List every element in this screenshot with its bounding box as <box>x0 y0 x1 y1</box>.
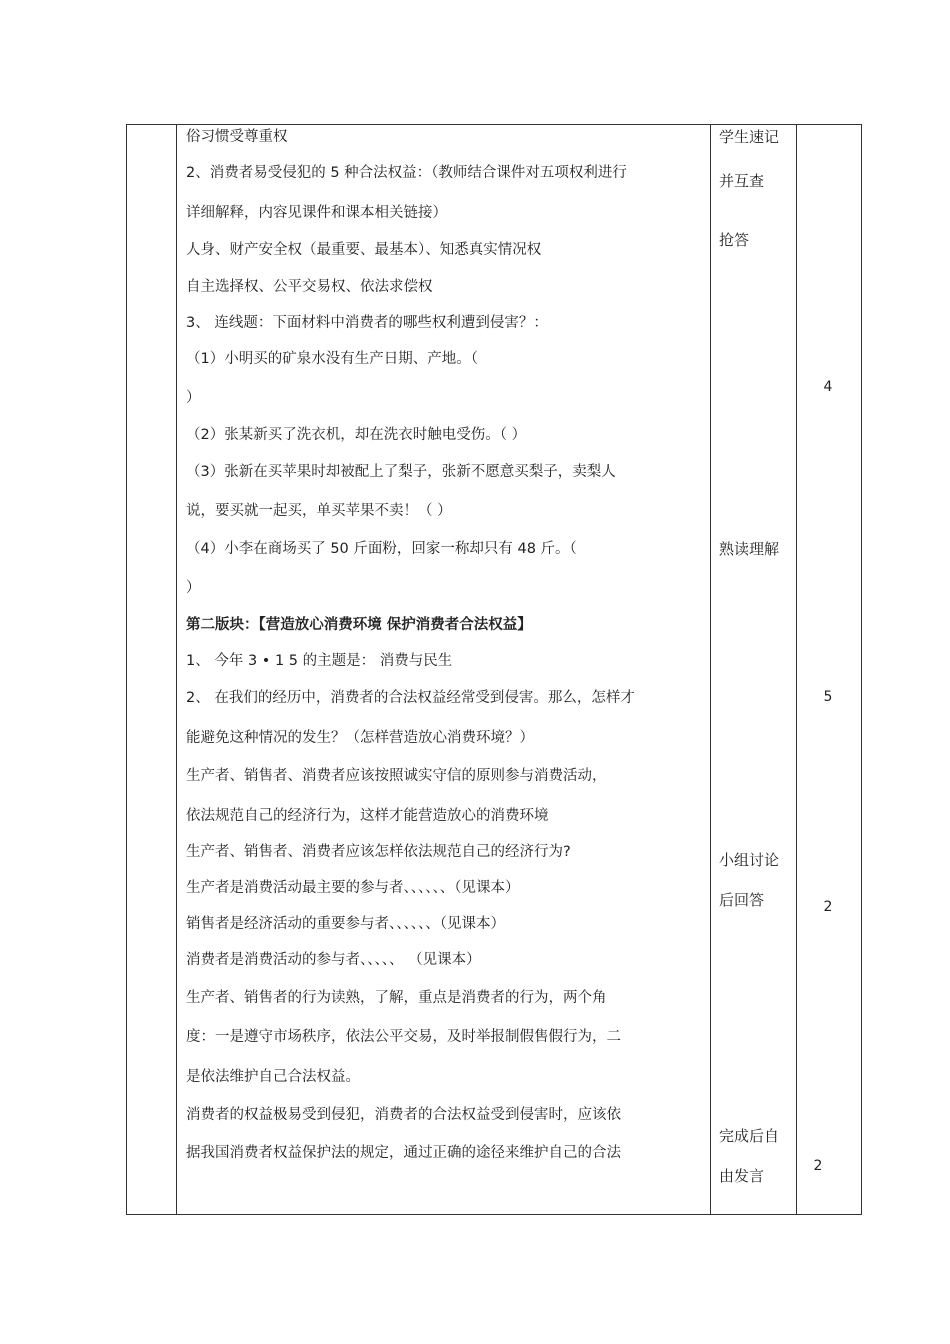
content-line: 度：一是遵守市场秩序，依法公平交易，及时举报制假售假行为，二 <box>186 1029 621 1045</box>
content-line: 详细解释，内容见课件和课本相关链接） <box>186 205 447 221</box>
content-line: 1、 今年 3 • 1 5 的主题是： 消费与民生 <box>186 653 453 669</box>
activity-line: 抢答 <box>719 231 750 249</box>
content-line: 销售者是经济活动的重要参与者、、、、、、（见课本） <box>186 916 505 932</box>
content-line: 生产者、销售者、消费者应该怎样依法规范自己的经济行为? <box>186 844 571 860</box>
content-line: ） <box>186 580 201 596</box>
activity-line: 小组讨论 <box>719 851 780 869</box>
content-line: 是依法维护自己合法权益。 <box>186 1069 360 1085</box>
content-line: 3、 连线题：下面材料中消费者的哪些权利遭到侵害？： <box>186 315 548 331</box>
activity-line: 熟读理解 <box>719 540 780 558</box>
content-line: 人身、财产安全权（最重要、最基本）、知悉真实情况权 <box>186 242 542 258</box>
activity-line: 并互查 <box>719 172 765 190</box>
time-value: 2 <box>823 899 833 915</box>
activity-line: 学生速记 <box>719 128 780 146</box>
column-divider <box>796 125 797 1214</box>
content-line: 消费者的权益极易受到侵犯，消费者的合法权益受到侵害时，应该依 <box>186 1107 621 1123</box>
time-value: 2 <box>813 1158 823 1174</box>
content-line: 生产者是消费活动最主要的参与者、、、、、、（见课本） <box>186 880 520 896</box>
column-divider <box>176 125 177 1214</box>
time-value: 5 <box>823 689 833 705</box>
content-line: 说，要买就一起买，单买苹果不卖！（ ） <box>186 503 452 519</box>
content-line: 俗习惯受尊重权 <box>186 129 288 145</box>
content-line: 2、消费者易受侵犯的 5 种合法权益：（教师结合课件对五项权利进行 <box>186 165 627 181</box>
content-line: 能避免这种情况的发生？（怎样营造放心消费环境？） <box>186 730 534 746</box>
column-divider <box>710 125 711 1214</box>
content-line: （2）张某新买了洗衣机，却在洗衣时触电受伤。（ ） <box>186 427 527 443</box>
content-line: （3）张新在买苹果时却被配上了梨子，张新不愿意买梨子，卖梨人 <box>186 464 616 480</box>
time-value: 4 <box>823 379 833 395</box>
content-line: 依法规范自己的经济行为，这样才能营造放心的消费环境 <box>186 808 549 824</box>
content-line: 生产者、销售者的行为读熟，了解，重点是消费者的行为，两个角 <box>186 990 607 1006</box>
content-line: 据我国消费者权益保护法的规定，通过正确的途径来维护自己的合法 <box>186 1145 621 1161</box>
content-line: （1）小明买的矿泉水没有生产日期、产地。（ <box>186 351 478 367</box>
activity-line: 后回答 <box>719 891 765 909</box>
activity-line: 由发言 <box>719 1167 765 1185</box>
content-line: （4）小李在商场买了 50 斤面粉，回家一称却只有 48 斤。（ <box>186 541 577 557</box>
activity-line: 完成后自 <box>719 1127 780 1145</box>
content-line: 生产者、销售者、消费者应该按照诚实守信的原则参与消费活动， <box>186 768 607 784</box>
content-line: ） <box>186 390 201 406</box>
content-line: 自主选择权、公平交易权、依法求偿权 <box>186 279 433 295</box>
section-heading: 第二版块：【营造放心消费环境 保护消费者合法权益】 <box>186 617 532 633</box>
content-line: 消费者是消费活动的参与者、、、、、 （见课本） <box>186 952 481 968</box>
content-line: 2、 在我们的经历中，消费者的合法权益经常受到侵害。那么，怎样才 <box>186 690 635 706</box>
